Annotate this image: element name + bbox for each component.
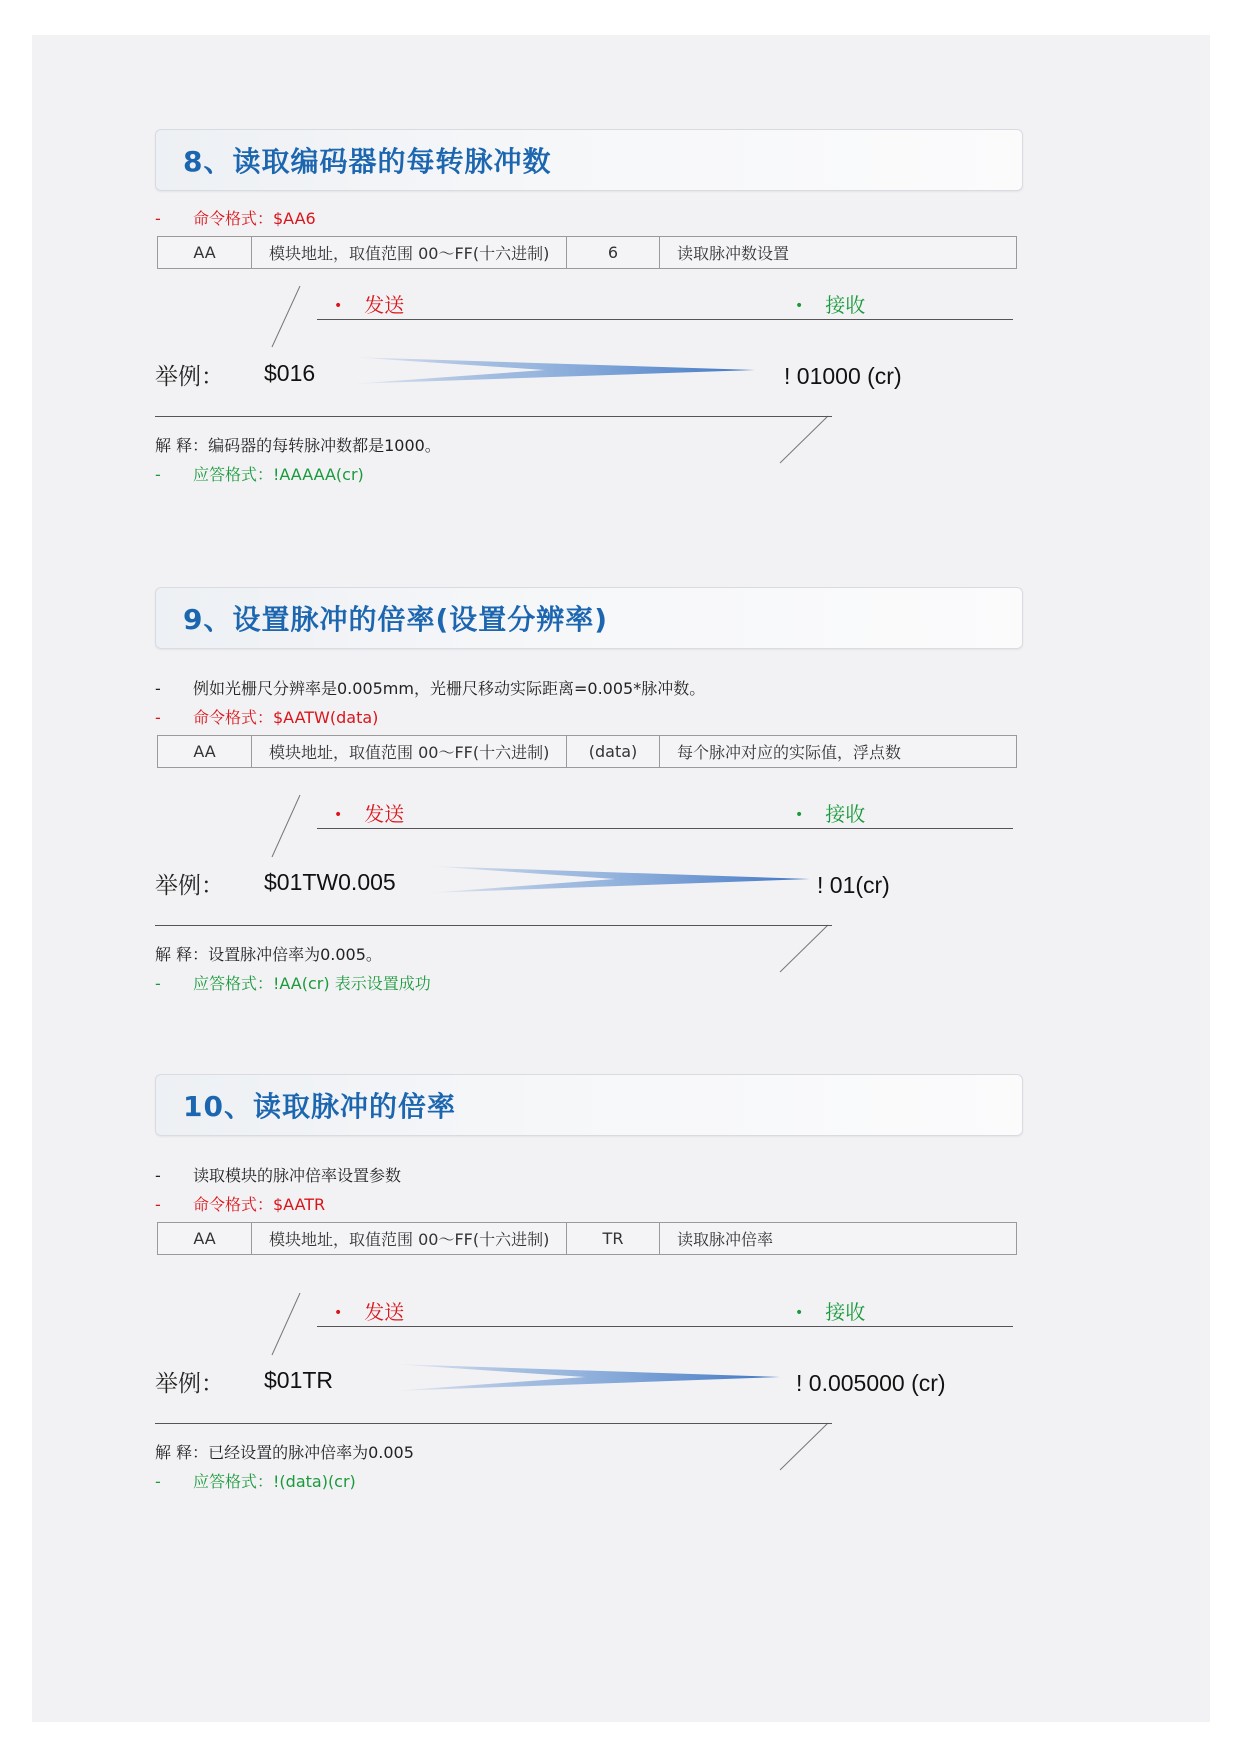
example-receive: ! 01000 (cr) <box>784 363 902 389</box>
example-send: $01TW0.005 <box>264 869 396 895</box>
divider <box>155 416 832 417</box>
divider <box>317 828 1013 829</box>
section-10 <box>155 1074 1055 1534</box>
table-cell: AA <box>158 736 252 768</box>
command-format-line: - 命令格式：$AATW(data) <box>155 708 379 727</box>
table-cell: 模块地址，取值范围 00～FF(十六进制) <box>252 1223 567 1255</box>
divider <box>317 1326 1013 1327</box>
note-text: 读取模块的脉冲倍率设置参数 <box>193 1166 402 1185</box>
example-label: 举例： <box>155 873 224 899</box>
divider <box>155 1423 832 1424</box>
section-title: 9、设置脉冲的倍率(设置分辨率) <box>183 603 609 636</box>
slash-line <box>272 286 300 347</box>
table-cell: AA <box>158 237 252 269</box>
command-format-line: - 命令格式：$AA6 <box>155 209 316 228</box>
table-cell: AA <box>158 1223 252 1255</box>
response-format: 应答格式：!AAAAA(cr) <box>193 465 364 484</box>
send-label: • 发送 <box>334 1300 405 1324</box>
table-cell: 读取脉冲倍率 <box>660 1223 1017 1255</box>
arrow-shape <box>350 357 755 384</box>
example-receive: ! 01(cr) <box>817 872 890 898</box>
note-text: 例如光栅尺分辨率是0.005mm，光栅尺移动实际距离=0.005*脉冲数。 <box>193 679 706 698</box>
section-title: 10、读取脉冲的倍率 <box>183 1090 456 1123</box>
divider <box>155 925 832 926</box>
explanation: 解 释：编码器的每转脉冲数都是1000。 <box>155 436 441 455</box>
receive-label: • 接收 <box>795 293 866 317</box>
slash-line <box>780 925 828 972</box>
table-cell: 每个脉冲对应的实际值，浮点数 <box>660 736 1017 768</box>
table-cell: 读取脉冲数设置 <box>660 237 1017 269</box>
slash-line <box>780 416 828 463</box>
table-cell: 模块地址，取值范围 00～FF(十六进制) <box>252 736 567 768</box>
section-8 <box>155 129 1055 589</box>
table-cell: 模块地址，取值范围 00～FF(十六进制) <box>252 237 567 269</box>
command-format: 命令格式：$AATW(data) <box>193 708 379 727</box>
table-cell: (data) <box>567 736 660 768</box>
response-format-line: - 应答格式：!AA(cr) 表示设置成功 <box>155 974 431 993</box>
receive-label: • 接收 <box>795 802 866 826</box>
slash-line <box>272 1293 300 1355</box>
slash-line <box>780 1423 828 1470</box>
example-receive: ! 0.005000 (cr) <box>796 1370 946 1396</box>
section-title: 8、读取编码器的每转脉冲数 <box>183 145 552 178</box>
send-label: • 发送 <box>334 802 405 826</box>
command-format-line: - 命令格式：$AATR <box>155 1195 326 1214</box>
explanation: 解 释：设置脉冲倍率为0.005。 <box>155 945 382 964</box>
example-send: $01TR <box>264 1367 334 1393</box>
command-format: 命令格式：$AA6 <box>193 209 316 228</box>
table-cell: 6 <box>567 237 660 269</box>
example-label: 举例： <box>155 1371 224 1397</box>
explanation: 解 释：已经设置的脉冲倍率为0.005 <box>155 1443 414 1462</box>
response-format: 应答格式：!(data)(cr) <box>193 1472 356 1491</box>
slash-line <box>272 795 300 857</box>
table-cell: TR <box>567 1223 660 1255</box>
note-line: - 例如光栅尺分辨率是0.005mm，光栅尺移动实际距离=0.005*脉冲数。 <box>155 679 706 698</box>
response-format-line: - 应答格式：!(data)(cr) <box>155 1472 356 1491</box>
divider <box>317 319 1013 320</box>
example-send: $016 <box>264 360 316 386</box>
command-format: 命令格式：$AATR <box>193 1195 326 1214</box>
send-label: • 发送 <box>334 293 405 317</box>
example-label: 举例： <box>155 364 224 390</box>
response-format: 应答格式：!AA(cr) 表示设置成功 <box>193 974 431 993</box>
section-9 <box>155 587 1055 1047</box>
note-line: - 读取模块的脉冲倍率设置参数 <box>155 1166 402 1185</box>
arrow-shape <box>427 866 810 893</box>
response-format-line: - 应答格式：!AAAAA(cr) <box>155 465 364 484</box>
arrow-shape <box>392 1364 780 1391</box>
receive-label: • 接收 <box>795 1300 866 1324</box>
